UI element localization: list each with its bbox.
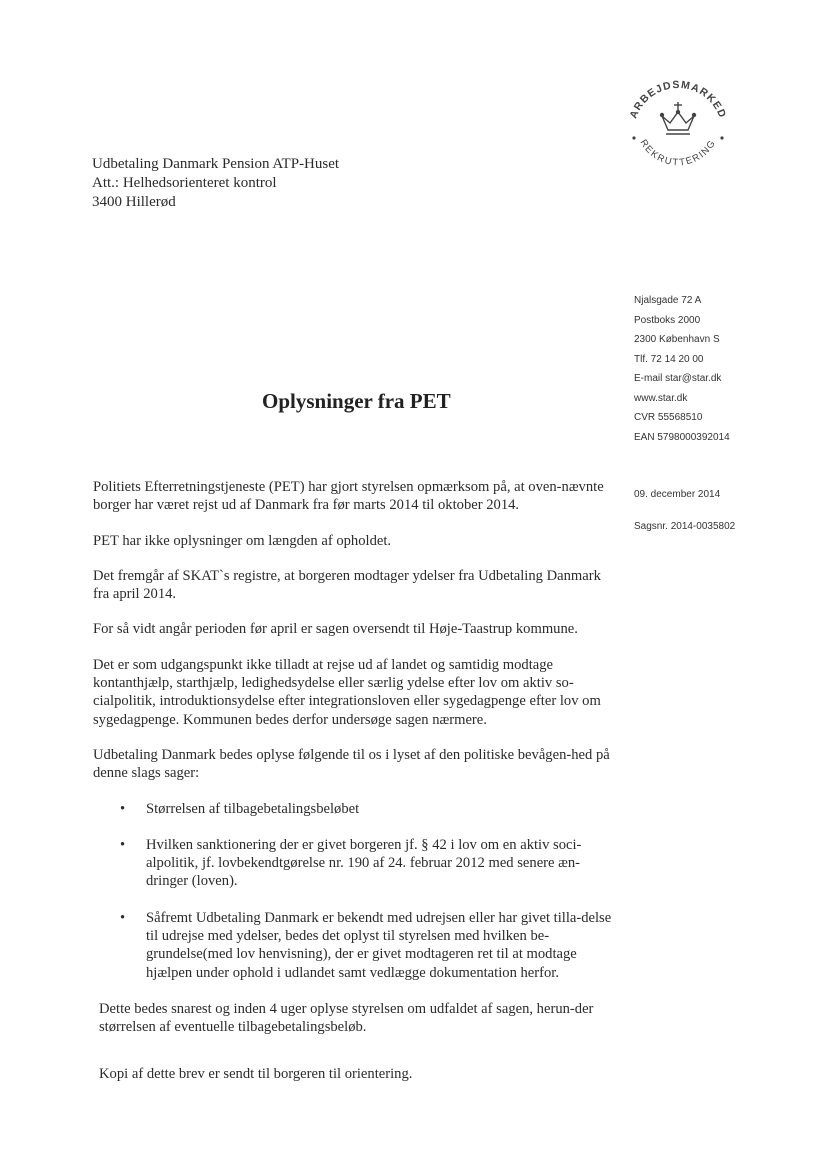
paragraph-8: Kopi af dette brev er sendt til borgeren til orientering. [99,1065,413,1082]
case-number: Sagsnr. 2014-0035802 [634,521,736,532]
crown-logo [618,72,736,180]
recipient-address [92,155,339,212]
sender-email: E-mail star@star.dk [634,373,722,384]
paragraph-3: Det fremgår af SKAT`s registre, at borgeren modtager ydelser fra Udbetaling Danmark fra april 2014. [93,567,601,603]
request-list [93,800,613,982]
paragraph-5: Det er som udgangspunkt ikke tilladt at rejse ud af landet og samtidig modtage kontanthjælp, starthjælp, ledighedsydelse eller særlig ydelse efter lov om aktiv so-cialpolitik, introduktionsydelse efter integrationsloven eller sygedagpenge efter lov om sygedagpenge. Kommunen bedes derfor undersøge sagen nærmere. [93,656,601,728]
list-item-text: Størrelsen af tilbagebetalingsbeløbet [146,800,360,817]
logo-top-text: ARBEJDSMARKED [627,78,729,121]
logo-bottom-text: REKRUTTERING [637,137,719,169]
list-item [93,800,613,818]
letter-date: 09. december 2014 [634,489,721,500]
bullet-icon: • [120,800,126,817]
letter-title: Oplysninger fra PET [262,389,451,413]
paragraph-6: Udbetaling Danmark bedes oplyse følgende til os i lyset af den politiske bevågen-hed på denne slags sager: [93,746,610,782]
list-item-text: Såfremt Udbetaling Danmark er bekendt med udrejsen eller har givet tilla-delse til udrejse med ydelser, bedes det oplyst til styrelsen med hvilken be-grundelse(med lov henvisning), der er givet modtageren ret til at modtage hjælpen under ophold i udlandet samt vedlægge dokumentation herfor. [146,909,612,981]
paragraph-1: Politiets Efterretningstjeneste (PET) har gjort styrelsen opmærksom på, at oven-nævnte borger har været rejst ud af Danmark fra før marts 2014 til oktober 2014. [93,479,604,514]
sender-pobox: Postboks 2000 [634,314,701,326]
crown-icon [661,102,696,134]
recipient-line-3: 3400 Hillerød [92,194,176,210]
list-item-text: Hvilken sanktionering der er givet borgeren jf. § 42 i lov om en aktiv soci-alpolitik, jf. lovbekendtgørelse nr. 190 af 24. februar 2012 med senere æn-dringer (loven). [146,836,582,890]
letter-body [93,478,613,1100]
paragraph-4: For så vidt angår perioden før april er sagen oversendt til Høje-Taastrup kommune. [93,621,578,638]
sender-cvr: CVR 55568510 [634,412,703,423]
sender-ean: EAN 5798000392014 [634,431,730,443]
paragraph-2: PET har ikke oplysninger om længden af opholdet. [93,532,392,549]
sender-phone: Tlf. 72 14 20 00 [634,353,704,365]
list-item [93,909,613,982]
sender-city: 2300 København S [634,334,720,345]
recipient-line-2: Att.: Helhedsorienteret kontrol [92,175,277,191]
paragraph-7: Dette bedes snarest og inden 4 uger oplyse styrelsen om udfaldet af sagen, herun-der størrelsen af eventuelle tilbagebetalingsbeløb. [99,1000,594,1036]
sender-address: Njalsgade 72 A [634,295,702,306]
list-item [93,836,613,891]
sender-info [634,291,730,447]
sender-web: www.star.dk [634,392,688,404]
bullet-icon: • [120,836,126,853]
recipient-line-1: Udbetaling Danmark Pension ATP-Huset [92,156,340,172]
bullet-icon: • [120,909,126,926]
